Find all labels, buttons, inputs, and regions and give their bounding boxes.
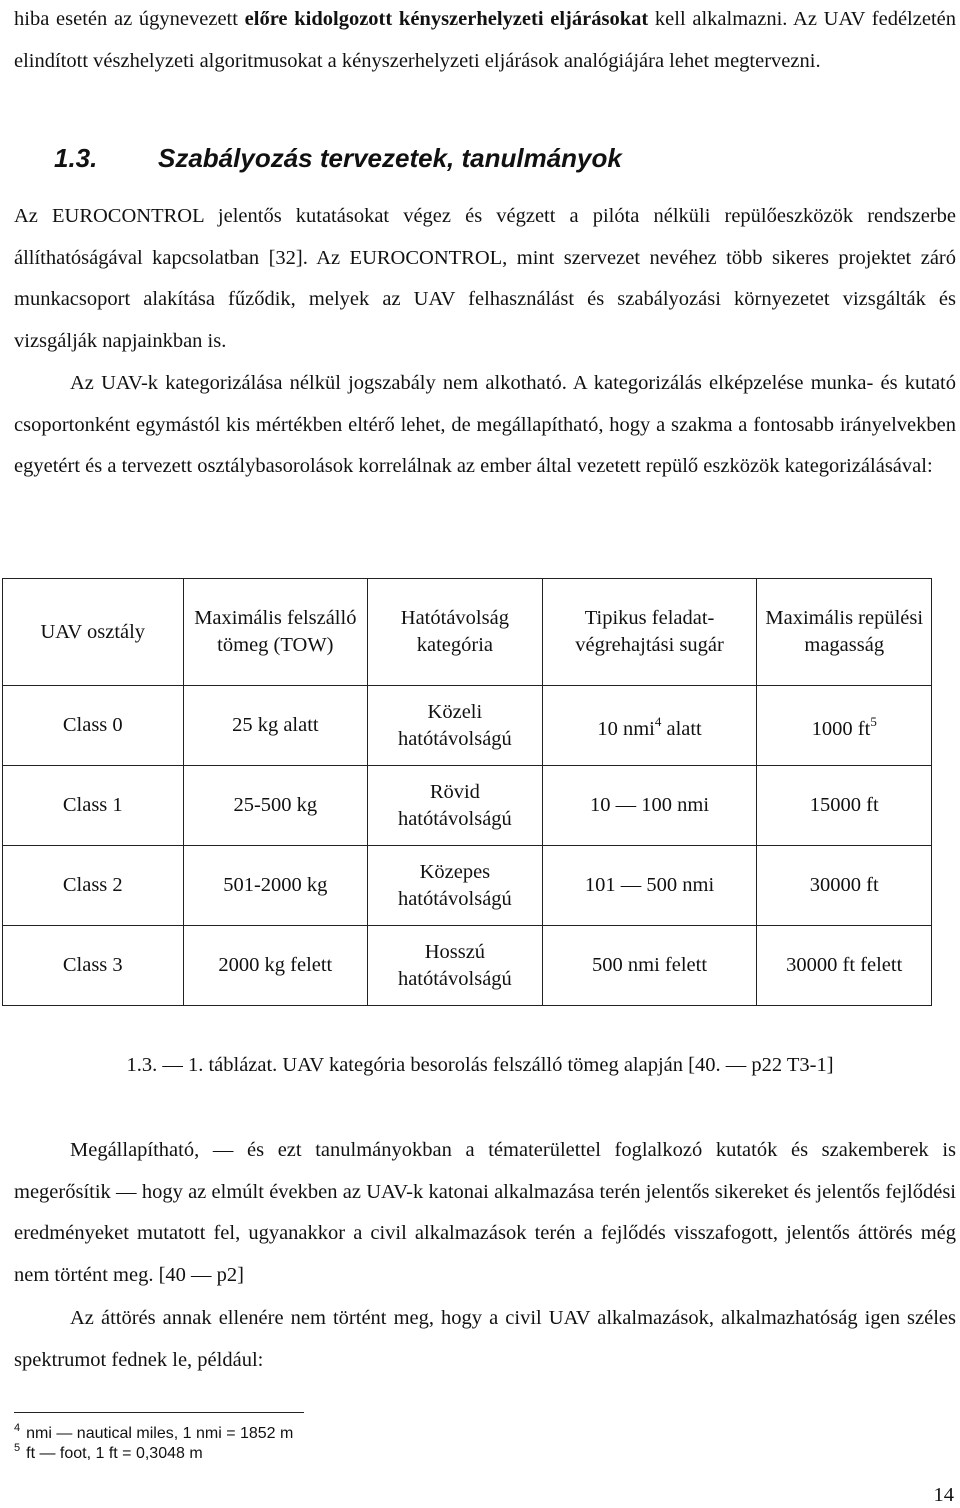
cell-class: Class 3 [3,926,184,1006]
cell-class: Class 0 [3,686,184,766]
footnote-4 [14,1422,293,1443]
table-row [3,926,932,1006]
footnote-text: nmi — nautical miles, 1 nmi = 1852 m [26,1425,294,1442]
footnote-text: ft — foot, 1 ft = 0,3048 m [26,1445,203,1462]
footnote-mark: 5 [14,1442,21,1454]
radius-suffix: alatt [661,718,702,740]
table-header-row [3,579,932,686]
header-max-altitude: Maximális repülési magasság [757,579,932,686]
uav-class-table [2,578,932,1006]
footnote-ref: 5 [870,714,877,729]
cell-radius: 500 nmi felett [542,926,757,1006]
intro-paragraph [14,0,956,82]
cell-altitude [757,686,932,766]
altitude-value: 1000 ft [811,718,871,740]
paragraph-breakthrough: Az áttörés annak ellenére nem történt meg, hogy a civil UAV alkalmazások, alkalmazhatóság igen széles spektrumot fednek le, például: [14,1307,956,1371]
footnote-5 [14,1442,203,1463]
section-heading [54,143,622,174]
intro-text-start: hiba esetén az úgynevezett [14,8,245,30]
intro-text-end: kell alkalmazni. Az UAV fedélzetén elindított vészhelyzeti algoritmusokat a kényszerhelyzeti eljárások analógiájára lehet megtervezni. [14,8,956,72]
cell-class: Class 2 [3,846,184,926]
cell-range: Közepes hatótávolságú [368,846,543,926]
table-row [3,766,932,846]
radius-value: 10 nmi [597,718,655,740]
cell-radius: 101 — 500 nmi [542,846,757,926]
intro-bold-phrase: előre kidolgozott kényszerhelyzeti eljárásokat [244,8,649,30]
paragraph-categorization: Az UAV-k kategorizálása nélkül jogszabály nem alkotható. A kategorizálás elképzelése munka- és kutató csoportonként egymástól kis mértékben eltérő lehet, de megállapítható, hogy a szakma a fontosabb irányelvekben egyetért és a tervezett osztálybasorolások korrelálnak az ember által vezetett repülő eszközök kategorizálásával: [14,372,956,478]
section-title: Szabályozás tervezetek, tanulmányok [158,143,622,173]
table-row [3,686,932,766]
header-range-category: Hatótávolság kategória [368,579,543,686]
footnote-ref: 4 [654,714,662,729]
cell-range: Közeli hatótávolságú [368,686,543,766]
cell-tow: 501-2000 kg [183,846,368,926]
page-number: 14 [933,1484,954,1506]
header-max-tow: Maximális felszálló tömeg (TOW) [183,579,368,686]
cell-altitude: 30000 ft [757,846,932,926]
cell-range: Rövid hatótávolságú [368,766,543,846]
header-uav-class: UAV osztály [3,579,184,686]
cell-class: Class 1 [3,766,184,846]
table-row [3,846,932,926]
cell-tow: 25-500 kg [183,766,368,846]
cell-tow: 25 kg alatt [183,686,368,766]
footnote-mark: 4 [14,1422,21,1434]
paragraph-findings: Megállapítható, — és ezt tanulmányokban a tématerülettel foglalkozó kutatók és szakemberek is megerősítik — hogy az elmúlt években az UAV-k katonai alkalmazása terén jelentős sikereket és jelentős fejlődési eredményeket mutatott fel, ugyanakkor a civil alkalmazások terén a fejlődés visszafogott, jelentős áttörés még nem történt meg. [40 — p2] [14,1139,956,1287]
cell-range: Hosszú hatótávolságú [368,926,543,1006]
cell-altitude: 15000 ft [757,766,932,846]
section-number: 1.3. [54,143,98,173]
header-mission-radius: Tipikus feladat-végrehajtási sugár [542,579,757,686]
footnote-divider [14,1412,304,1413]
cell-radius: 10 — 100 nmi [542,766,757,846]
paragraph-eurocontrol: Az EUROCONTROL jelentős kutatásokat végez és végzett a pilóta nélküli repülőeszközök rendszerbe állíthatóságával kapcsolatban [32]. Az EUROCONTROL, mint szervezet nevéhez több sikeres projektet záró munkacsoport alakítása fűződik, melyek az UAV felhasználást és szabályozási környezetet vizsgálták és vizsgálják napjainkban is. [14,205,956,353]
cell-tow: 2000 kg felett [183,926,368,1006]
table-caption: 1.3. — 1. táblázat. UAV kategória besorolás felszálló tömeg alapján [40. — p22 T3-1] [126,1054,834,1076]
cell-radius [542,686,757,766]
cell-altitude: 30000 ft felett [757,926,932,1006]
